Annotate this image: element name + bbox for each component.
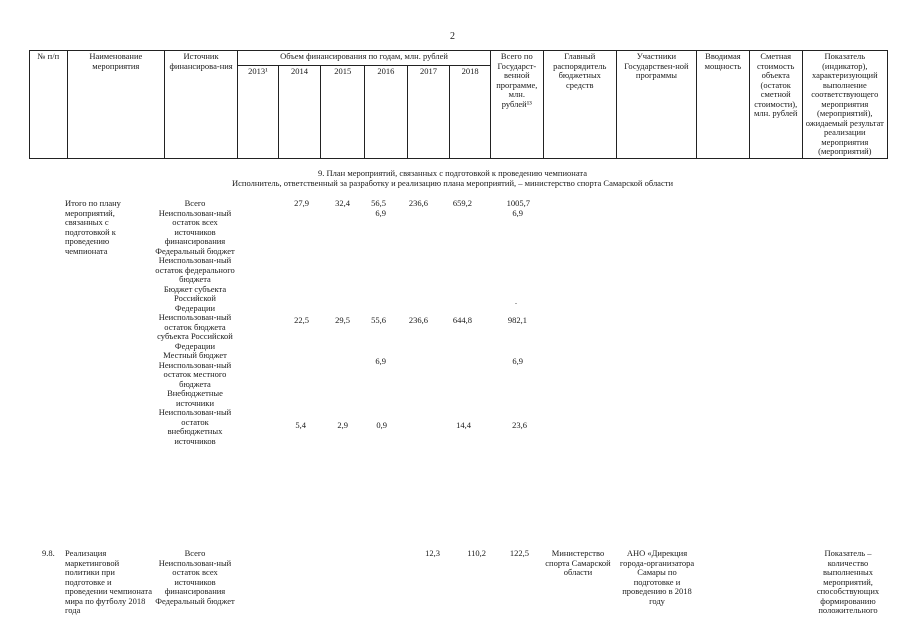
header-source: Источник финансирова-ния xyxy=(165,51,238,159)
header-year-2018: 2018 xyxy=(450,65,491,158)
row-98-indicator: Показатель – количество выполненных мероприятий, способствующих формированию положительного xyxy=(816,548,880,616)
header-manager: Главный распорядитель бюджетных средств xyxy=(543,51,616,159)
vsego-2014: 27,9 xyxy=(294,198,309,208)
subject-2016: 55,6 xyxy=(371,315,386,325)
local-2016: 0,9 xyxy=(376,420,387,430)
vsego-2017: 236,6 xyxy=(408,198,428,208)
header-year-2013: 2013¹ xyxy=(238,65,279,158)
row-98-participants: АНО «Дирекция города-организатора Самары по подготовке и проведению в 2018 году xyxy=(619,548,695,606)
header-estimate: Сметная стоимость объекта (остаток сметной стоимости), млн. рублей xyxy=(749,51,802,159)
source-federal-ostatok: Неиспользован-ный остаток федерального бюджета xyxy=(155,255,235,285)
subject-ostatok-total: 6,9 xyxy=(512,356,523,366)
row-98-2017: 12,3 xyxy=(425,548,440,558)
header-year-2014: 2014 xyxy=(278,65,321,158)
source-vsego: Всего xyxy=(184,198,206,208)
vsego-2016: 56,5 xyxy=(371,198,386,208)
local-2014: 5,4 xyxy=(295,420,306,430)
source-extrabudget-ostatok: Неиспользован-ный остаток внебюджетных источников xyxy=(158,407,232,446)
header-indicator: Показатель (индикатор), характеризующий выполнение соответствующего мероприятия (мероприятий), ожидаемый результат реализации мероприятия (мероприятий) xyxy=(802,51,887,159)
vsego-2015: 32,4 xyxy=(335,198,350,208)
subject-ostatok-2016: 6,9 xyxy=(375,356,386,366)
row-98-no: 9.8. xyxy=(42,548,55,558)
subject-2017: 236,6 xyxy=(408,315,428,325)
row-98-sources xyxy=(154,549,236,606)
subject-2015: 29,5 xyxy=(335,315,350,325)
header-no: № п/п xyxy=(30,51,68,159)
ostatok-total: 6,9 xyxy=(512,208,523,218)
subject-total: 982,1 xyxy=(507,315,527,325)
local-2018: 14,4 xyxy=(456,420,471,430)
header-year-2015: 2015 xyxy=(321,65,365,158)
page-number: 2 xyxy=(450,31,455,42)
row-98-source-federal: Федеральный бюджет xyxy=(155,595,235,606)
section-executor: Исполнитель, ответственный за разработку и реализацию плана мероприятий, – министерство спорта Самарской области xyxy=(232,178,673,188)
source-subject: Бюджет субъекта Российской Федерации xyxy=(163,283,227,313)
section-title: 9. План мероприятий, связанных с подготовкой к проведению чемпионата xyxy=(318,168,587,178)
ostatok-2016: 6,9 xyxy=(375,208,386,218)
local-2015: 2,9 xyxy=(337,420,348,430)
source-extrabudget: Внебюджетные источники xyxy=(167,388,223,408)
header-table xyxy=(29,50,888,159)
header-capacity: Вводимая мощность xyxy=(697,51,750,159)
source-federal: Федеральный бюджет xyxy=(155,245,235,256)
total-row-name: Итого по плану мероприятий, связанных с подготовкой к проведению чемпионата xyxy=(65,198,121,256)
header-year-2017: 2017 xyxy=(407,65,450,158)
subject-2018: 644,8 xyxy=(452,315,472,325)
vsego-total: 1005,7 xyxy=(506,198,530,208)
header-volume: Объем финансирования по годам, млн. рублей xyxy=(238,51,491,66)
row-98-source-ostatok: Неиспользован-ный остаток всех источников финансирования xyxy=(158,557,232,597)
vsego-2018: 659,2 xyxy=(452,198,472,208)
header-participants: Участники Государствен-ной программы xyxy=(616,51,696,159)
row-98-source-vsego: Всего xyxy=(184,548,206,558)
header-year-2016: 2016 xyxy=(365,65,408,158)
header-name: Наименование мероприятия xyxy=(67,51,164,159)
local-total: 23,6 xyxy=(512,420,527,430)
row-98-manager: Министерство спорта Самарской области xyxy=(545,548,611,578)
stray-dot: . xyxy=(515,297,517,306)
total-row-sources xyxy=(154,199,236,446)
source-local-ostatok: Неиспользован-ный остаток местного бюджета xyxy=(158,359,232,389)
source-subject-ostatok: Неиспользован-ный остаток бюджета субъекта Российской Федерации xyxy=(157,312,233,351)
row-98-2018: 110,2 xyxy=(467,548,486,558)
header-total: Всего по Государст-венной программе, млн. рублей¹³ xyxy=(490,51,543,159)
source-local: Местный бюджет xyxy=(163,350,227,361)
row-98-name: Реализация маркетинговой политики при подготовке и проведении чемпионата мира по футболу 2018 года xyxy=(65,548,153,616)
source-ostatok-all: Неиспользован-ный остаток всех источников финансирования xyxy=(158,207,232,247)
row-98-total: 122,5 xyxy=(509,548,529,558)
subject-2014: 22,5 xyxy=(294,315,309,325)
